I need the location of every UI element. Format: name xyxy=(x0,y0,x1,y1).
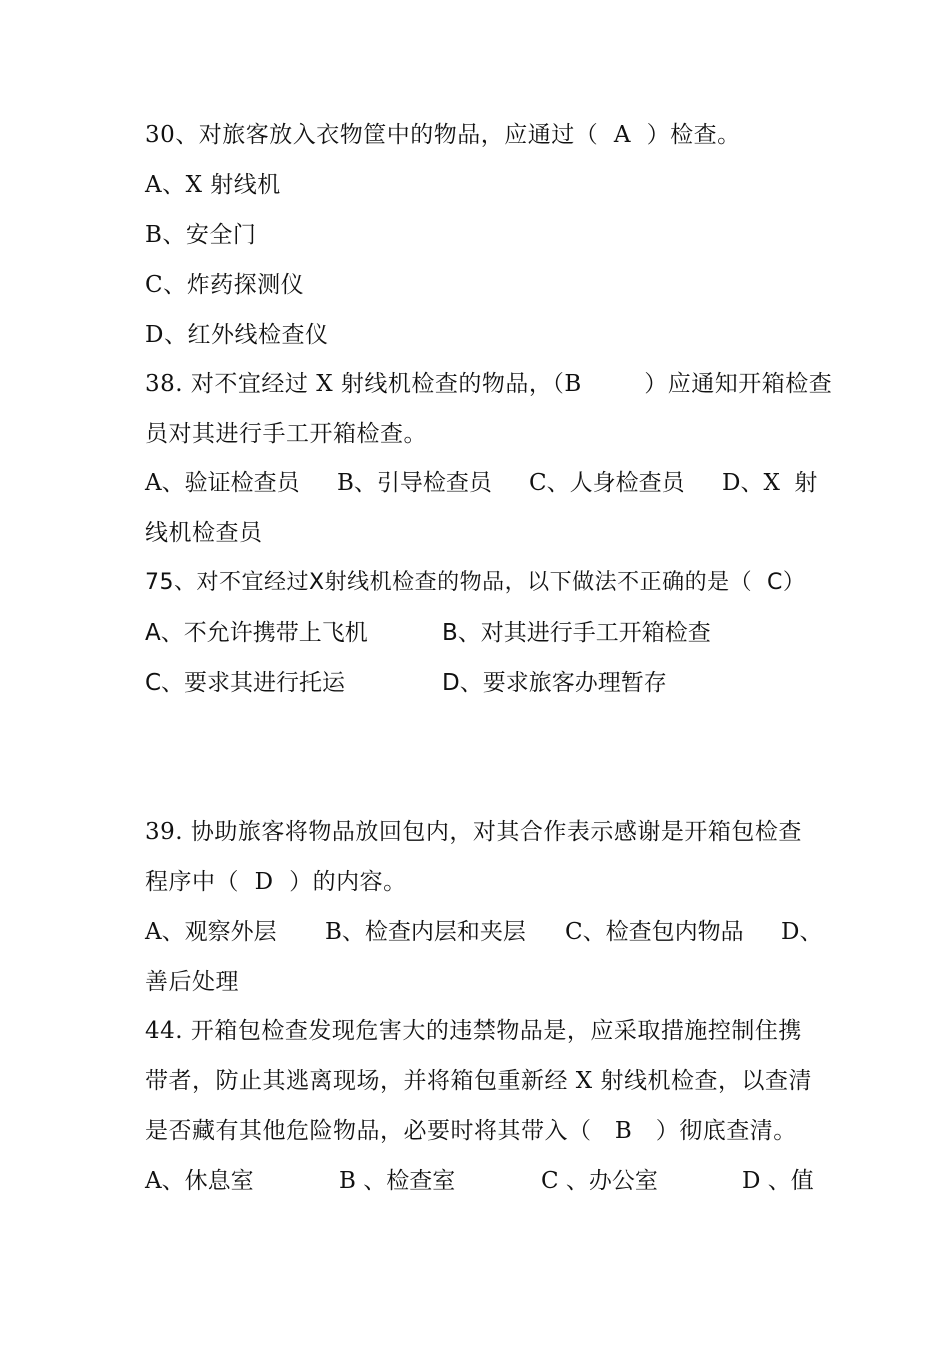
question-38-stem-line-2: 员对其进行手工开箱检查。 xyxy=(145,421,427,447)
question-39-option-a: A、观察外层 xyxy=(145,919,277,945)
question-44-stem-line-2: 带者，防止其逃离现场，并将箱包重新经 X 射线机检查，以查清 xyxy=(145,1068,812,1094)
question-75-option-a: A、不允许携带上飞机 xyxy=(145,620,368,646)
question-75-option-b: B、对其进行手工开箱检查 xyxy=(442,620,711,646)
question-39-option-d: D、 xyxy=(781,919,823,945)
question-39-option-d-continued: 善后处理 xyxy=(145,969,239,995)
question-39-stem-line-1: 39. 协助旅客将物品放回包内，对其合作表示感谢是开箱包检查 xyxy=(145,819,802,845)
question-44-option-b: B 、检查室 xyxy=(339,1168,456,1194)
question-75-options-row-1 xyxy=(145,616,810,650)
question-39-option-b: B、检查内层和夹层 xyxy=(325,919,526,945)
question-30-option-c: C、炸药探测仪 xyxy=(145,272,305,298)
question-38-options-row xyxy=(145,466,818,500)
question-75-option-c: C、要求其进行托运 xyxy=(145,670,346,696)
question-38-stem-line-1: 38. 对不宜经过 X 射线机检查的物品，（B ）应通知开箱检查 xyxy=(145,371,833,397)
question-30-option-b: B、安全门 xyxy=(145,222,257,248)
question-38-option-a: A、验证检查员 xyxy=(145,470,300,496)
question-75-option-d: D、要求旅客办理暂存 xyxy=(442,670,667,696)
question-38-option-d-continued: 线机检查员 xyxy=(145,520,263,546)
question-39-option-c: C、检查包内物品 xyxy=(565,919,744,945)
question-30-option-a: A、X 射线机 xyxy=(145,172,281,198)
question-38-option-d: D、X 射 xyxy=(722,470,818,496)
question-44-stem-line-1: 44. 开箱包检查发现危害大的违禁物品是，应采取措施控制住携 xyxy=(145,1018,802,1044)
question-38-option-b: B、引导检查员 xyxy=(337,470,492,496)
question-44-options-row xyxy=(145,1164,814,1198)
question-44-option-c: C 、办公室 xyxy=(541,1168,658,1194)
question-44-stem-line-3: 是否藏有其他危险物品，必要时将其带入（ B ）彻底查清。 xyxy=(145,1118,797,1144)
question-30-stem: 30、对旅客放入衣物筐中的物品，应通过（ A ）检查。 xyxy=(145,122,741,148)
question-75-options-row-2 xyxy=(145,666,810,700)
question-44-option-a: A、休息室 xyxy=(145,1168,254,1194)
question-38-option-c: C、人身检查员 xyxy=(529,470,685,496)
question-75-stem: 75、对不宜经过X射线机检查的物品，以下做法不正确的是（ C） xyxy=(145,570,806,595)
question-39-options-row xyxy=(145,915,823,949)
question-44-option-d: D 、值 xyxy=(742,1168,814,1194)
question-39-stem-line-2: 程序中（ D ）的内容。 xyxy=(145,869,407,895)
question-30-option-d: D、红外线检查仪 xyxy=(145,322,329,348)
